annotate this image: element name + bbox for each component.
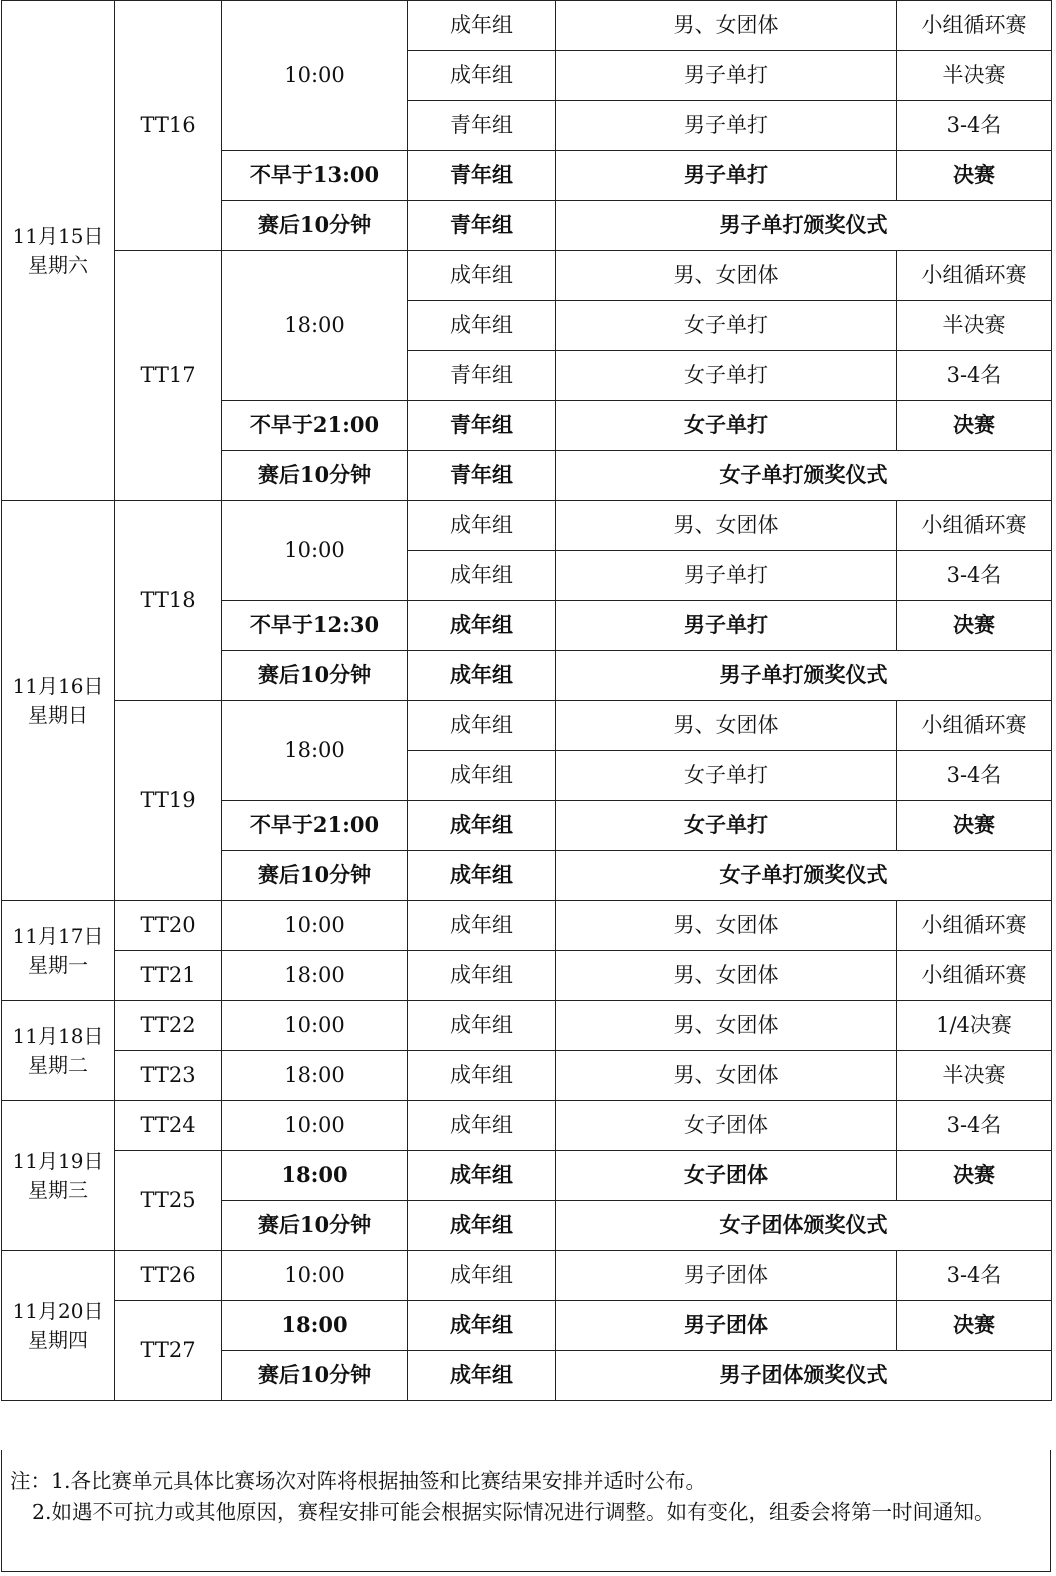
group-cell: 成年组	[408, 701, 556, 751]
group-cell: 青年组	[408, 101, 556, 151]
event-cell: 男子单打	[556, 601, 897, 651]
event-cell: 女子单打	[556, 301, 897, 351]
event-cell: 男子团体	[556, 1301, 897, 1351]
stage-cell: 小组循环赛	[897, 251, 1052, 301]
unit-code: TT19	[115, 701, 222, 901]
time-cell: 赛后10分钟	[222, 451, 408, 501]
stage-cell: 小组循环赛	[897, 701, 1052, 751]
event-cell: 男、女团体	[556, 1001, 897, 1051]
group-cell: 成年组	[408, 801, 556, 851]
stage-cell: 决赛	[897, 401, 1052, 451]
stage-cell: 决赛	[897, 1151, 1052, 1201]
event-cell: 男子单打	[556, 151, 897, 201]
event-cell: 男子团体	[556, 1251, 897, 1301]
time-cell: 不早于13:00	[222, 151, 408, 201]
stage-cell: 决赛	[897, 151, 1052, 201]
group-cell: 成年组	[408, 1251, 556, 1301]
group-cell: 成年组	[408, 51, 556, 101]
event-cell: 男、女团体	[556, 1, 897, 51]
event-cell: 男、女团体	[556, 1051, 897, 1101]
ceremony-cell: 女子单打颁奖仪式	[556, 851, 1052, 901]
stage-cell: 决赛	[897, 1301, 1052, 1351]
stage-cell: 1/4决赛	[897, 1001, 1052, 1051]
event-cell: 男子单打	[556, 51, 897, 101]
unit-code: TT17	[115, 251, 222, 501]
time-cell: 10:00	[222, 1101, 408, 1151]
table-row	[2, 1151, 1052, 1201]
group-cell: 成年组	[408, 851, 556, 901]
ceremony-cell: 女子团体颁奖仪式	[556, 1201, 1052, 1251]
group-cell: 成年组	[408, 1351, 556, 1401]
schedule-table	[1, 0, 1052, 1401]
time-cell: 赛后10分钟	[222, 201, 408, 251]
day-date: 11月20日	[12, 1298, 104, 1323]
day-cell	[2, 1251, 115, 1401]
event-cell: 女子单打	[556, 801, 897, 851]
group-cell: 成年组	[408, 1051, 556, 1101]
stage-cell: 3-4名	[897, 551, 1052, 601]
day-date: 11月16日	[12, 673, 104, 698]
group-cell: 成年组	[408, 1201, 556, 1251]
unit-code: TT24	[115, 1101, 222, 1151]
time-cell: 不早于12:30	[222, 601, 408, 651]
event-cell: 女子单打	[556, 751, 897, 801]
group-cell: 成年组	[408, 751, 556, 801]
unit-code: TT20	[115, 901, 222, 951]
group-cell: 青年组	[408, 201, 556, 251]
stage-cell: 3-4名	[897, 751, 1052, 801]
ceremony-cell: 女子单打颁奖仪式	[556, 451, 1052, 501]
schedule-body	[2, 1, 1052, 1401]
unit-code: TT22	[115, 1001, 222, 1051]
group-cell: 成年组	[408, 951, 556, 1001]
event-cell: 男、女团体	[556, 951, 897, 1001]
day-cell	[2, 501, 115, 901]
time-cell: 18:00	[222, 251, 408, 401]
time-cell: 18:00	[222, 951, 408, 1001]
event-cell: 男、女团体	[556, 901, 897, 951]
event-cell: 男、女团体	[556, 251, 897, 301]
stage-cell: 3-4名	[897, 1251, 1052, 1301]
day-cell	[2, 1001, 115, 1101]
day-cell	[2, 1, 115, 501]
day-weekday: 星期一	[28, 952, 88, 977]
group-cell: 成年组	[408, 251, 556, 301]
event-cell: 女子单打	[556, 351, 897, 401]
table-row	[2, 1051, 1052, 1101]
group-cell: 成年组	[408, 1151, 556, 1201]
stage-cell: 决赛	[897, 801, 1052, 851]
time-cell: 18:00	[222, 1051, 408, 1101]
event-cell: 女子单打	[556, 401, 897, 451]
stage-cell: 半决赛	[897, 51, 1052, 101]
group-cell: 成年组	[408, 901, 556, 951]
stage-cell: 半决赛	[897, 1051, 1052, 1101]
event-cell: 男、女团体	[556, 701, 897, 751]
unit-code: TT26	[115, 1251, 222, 1301]
time-cell: 10:00	[222, 901, 408, 951]
event-cell: 男子单打	[556, 551, 897, 601]
unit-code: TT16	[115, 1, 222, 251]
table-row	[2, 701, 1052, 751]
table-row	[2, 1101, 1052, 1151]
unit-code: TT25	[115, 1151, 222, 1251]
time-cell: 赛后10分钟	[222, 651, 408, 701]
stage-cell: 小组循环赛	[897, 501, 1052, 551]
group-cell: 成年组	[408, 601, 556, 651]
group-cell: 成年组	[408, 1101, 556, 1151]
time-cell: 10:00	[222, 1251, 408, 1301]
table-row	[2, 1301, 1052, 1351]
day-date: 11月17日	[12, 923, 104, 948]
note-line-2: 2.如遇不可抗力或其他原因，赛程安排可能会根据实际情况进行调整。如有变化，组委会将第一时间通知。	[32, 1500, 995, 1524]
notes-box	[1, 1450, 1051, 1572]
ceremony-cell: 男子单打颁奖仪式	[556, 201, 1052, 251]
time-cell: 10:00	[222, 1001, 408, 1051]
unit-code: TT21	[115, 951, 222, 1001]
table-row	[2, 1001, 1052, 1051]
table-row	[2, 901, 1052, 951]
group-cell: 成年组	[408, 301, 556, 351]
time-cell: 18:00	[222, 1151, 408, 1201]
group-cell: 成年组	[408, 551, 556, 601]
event-cell: 女子团体	[556, 1101, 897, 1151]
day-date: 11月18日	[12, 1023, 104, 1048]
day-weekday: 星期六	[28, 252, 88, 277]
time-cell: 18:00	[222, 1301, 408, 1351]
table-row	[2, 251, 1052, 301]
group-cell: 青年组	[408, 451, 556, 501]
event-cell: 男子单打	[556, 101, 897, 151]
group-cell: 成年组	[408, 1, 556, 51]
day-weekday: 星期三	[28, 1177, 88, 1202]
day-date: 11月19日	[12, 1148, 104, 1173]
table-row	[2, 1, 1052, 51]
unit-code: TT27	[115, 1301, 222, 1401]
stage-cell: 半决赛	[897, 301, 1052, 351]
event-cell: 男、女团体	[556, 501, 897, 551]
ceremony-cell: 男子单打颁奖仪式	[556, 651, 1052, 701]
stage-cell: 3-4名	[897, 1101, 1052, 1151]
day-weekday: 星期日	[28, 702, 88, 727]
unit-code: TT18	[115, 501, 222, 701]
stage-cell: 3-4名	[897, 351, 1052, 401]
time-cell: 不早于21:00	[222, 801, 408, 851]
note-line-1: 注：1.各比赛单元具体比赛场次对阵将根据抽签和比赛结果安排并适时公布。	[10, 1469, 707, 1493]
day-cell	[2, 1101, 115, 1251]
time-cell: 10:00	[222, 501, 408, 601]
time-cell: 赛后10分钟	[222, 1201, 408, 1251]
day-cell	[2, 901, 115, 1001]
group-cell: 成年组	[408, 1301, 556, 1351]
time-cell: 赛后10分钟	[222, 1351, 408, 1401]
stage-cell: 小组循环赛	[897, 951, 1052, 1001]
group-cell: 成年组	[408, 651, 556, 701]
time-cell: 赛后10分钟	[222, 851, 408, 901]
stage-cell: 小组循环赛	[897, 1, 1052, 51]
time-cell: 10:00	[222, 1, 408, 151]
day-weekday: 星期四	[28, 1327, 88, 1352]
unit-code: TT23	[115, 1051, 222, 1101]
stage-cell: 3-4名	[897, 101, 1052, 151]
group-cell: 成年组	[408, 501, 556, 551]
group-cell: 青年组	[408, 151, 556, 201]
day-date: 11月15日	[12, 223, 104, 248]
group-cell: 成年组	[408, 1001, 556, 1051]
event-cell: 女子团体	[556, 1151, 897, 1201]
day-weekday: 星期二	[28, 1052, 88, 1077]
stage-cell: 决赛	[897, 601, 1052, 651]
time-cell: 不早于21:00	[222, 401, 408, 451]
time-cell: 18:00	[222, 701, 408, 801]
stage-cell: 小组循环赛	[897, 901, 1052, 951]
ceremony-cell: 男子团体颁奖仪式	[556, 1351, 1052, 1401]
group-cell: 青年组	[408, 401, 556, 451]
group-cell: 青年组	[408, 351, 556, 401]
table-row	[2, 501, 1052, 551]
table-row	[2, 951, 1052, 1001]
table-row	[2, 1251, 1052, 1301]
